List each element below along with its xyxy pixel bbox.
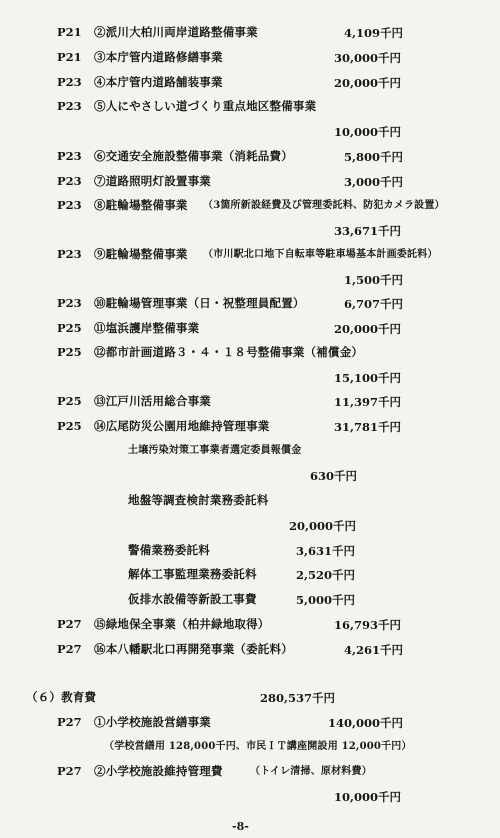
amount: 4,109千円 <box>344 26 404 40</box>
page-ref: P23 <box>57 174 82 188</box>
page-ref: P23 <box>57 198 82 212</box>
page-ref: P25 <box>57 321 82 335</box>
amount: 10,000千円 <box>334 790 402 804</box>
item-label: ⑫都市計画道路３・４・１８号整備事業（補償金） <box>94 345 364 359</box>
item-note: （トイレ清掃、原材料費） <box>250 766 372 777</box>
sub-item-amount: 630千円 <box>310 469 358 483</box>
amount: 31,781千円 <box>334 420 402 434</box>
amount: 11,397千円 <box>334 395 402 409</box>
item-label: ⑦道路照明灯設置事業 <box>94 174 211 188</box>
sub-item-label: 仮排水設備等新設工事費 <box>128 592 257 606</box>
item-label: ⑤人にやさしい道づくり重点地区整備事業 <box>94 99 317 113</box>
page-ref: P25 <box>57 345 82 359</box>
item-label: ⑨駐輪場整備事業 <box>94 247 188 261</box>
item-label: ②小学校施設維持管理費 <box>94 764 223 778</box>
section-heading: （６）教育費 <box>26 690 97 704</box>
item-label: ⑮緑地保全事業（柏井緑地取得） <box>94 617 270 631</box>
page-ref: P25 <box>57 419 82 433</box>
page-ref: P21 <box>57 25 82 39</box>
sub-item-label: 土壌汚染対策工事業者選定委員報償金 <box>128 445 302 456</box>
sub-item-label: 地盤等調査検討業務委託料 <box>128 493 269 507</box>
amount: 30,000千円 <box>334 51 402 65</box>
page-ref: P23 <box>57 75 82 89</box>
section-total: 280,537千円 <box>260 691 336 705</box>
page-ref: P27 <box>57 617 82 631</box>
sub-item-amount: 3,631千円 <box>296 544 356 558</box>
item-note: （3箇所新設経費及び管理委託料、防犯カメラ設置） <box>203 200 445 211</box>
sub-item-amount: 5,000千円 <box>296 593 356 607</box>
amount: 3,000千円 <box>344 175 404 189</box>
page-ref: P27 <box>57 642 82 656</box>
item-label: ⑪塩浜護岸整備事業 <box>94 321 200 335</box>
amount: 5,800千円 <box>344 150 404 164</box>
amount: 16,793千円 <box>334 618 402 632</box>
amount: 20,000千円 <box>334 322 402 336</box>
amount: 4,261千円 <box>344 643 404 657</box>
sub-item-label: 解体工事監理業務委託料 <box>128 567 257 581</box>
page-ref: P21 <box>57 50 82 64</box>
amount: 15,100千円 <box>334 371 402 385</box>
amount: 6,707千円 <box>344 297 404 311</box>
item-note: （学校営繕用 128,000千円、市民ＩＴ講座開設用 12,000千円） <box>104 741 412 752</box>
page-ref: P25 <box>57 394 82 408</box>
item-label: ③本庁管内道路修繕事業 <box>94 50 223 64</box>
item-label: ⑩駐輪場管理事業（日・祝整理員配置） <box>94 296 305 310</box>
item-label: ④本庁管内道路舗装事業 <box>94 75 223 89</box>
amount: 140,000千円 <box>328 716 404 730</box>
page-ref: P23 <box>57 149 82 163</box>
page-ref: P23 <box>57 296 82 310</box>
page-number: -8- <box>232 820 249 833</box>
sub-item-label: 警備業務委託料 <box>128 543 210 557</box>
page-ref: P27 <box>57 764 82 778</box>
amount: 1,500千円 <box>344 273 404 287</box>
item-label: ②派川大柏川両岸道路整備事業 <box>94 25 258 39</box>
sub-item-amount: 20,000千円 <box>289 519 357 533</box>
page-ref: P23 <box>57 247 82 261</box>
item-label: ⑥交通安全施設整備事業（消耗品費） <box>94 149 293 163</box>
item-label: ①小学校施設営繕事業 <box>94 715 211 729</box>
sub-item-amount: 2,520千円 <box>296 568 356 582</box>
amount: 33,671千円 <box>334 224 402 238</box>
item-label: ⑧駐輪場整備事業 <box>94 198 188 212</box>
amount: 10,000千円 <box>334 125 402 139</box>
item-label: ⑬江戸川活用総合事業 <box>94 394 211 408</box>
page-ref: P23 <box>57 99 82 113</box>
amount: 20,000千円 <box>334 76 402 90</box>
item-label: ⑯本八幡駅北口再開発事業（委託料） <box>94 642 293 656</box>
item-label: ⑭広尾防災公園用地維持管理事業 <box>94 419 270 433</box>
page-ref: P27 <box>57 715 82 729</box>
item-note: （市川駅北口地下自転車等駐車場基本計画委託料） <box>203 249 438 260</box>
